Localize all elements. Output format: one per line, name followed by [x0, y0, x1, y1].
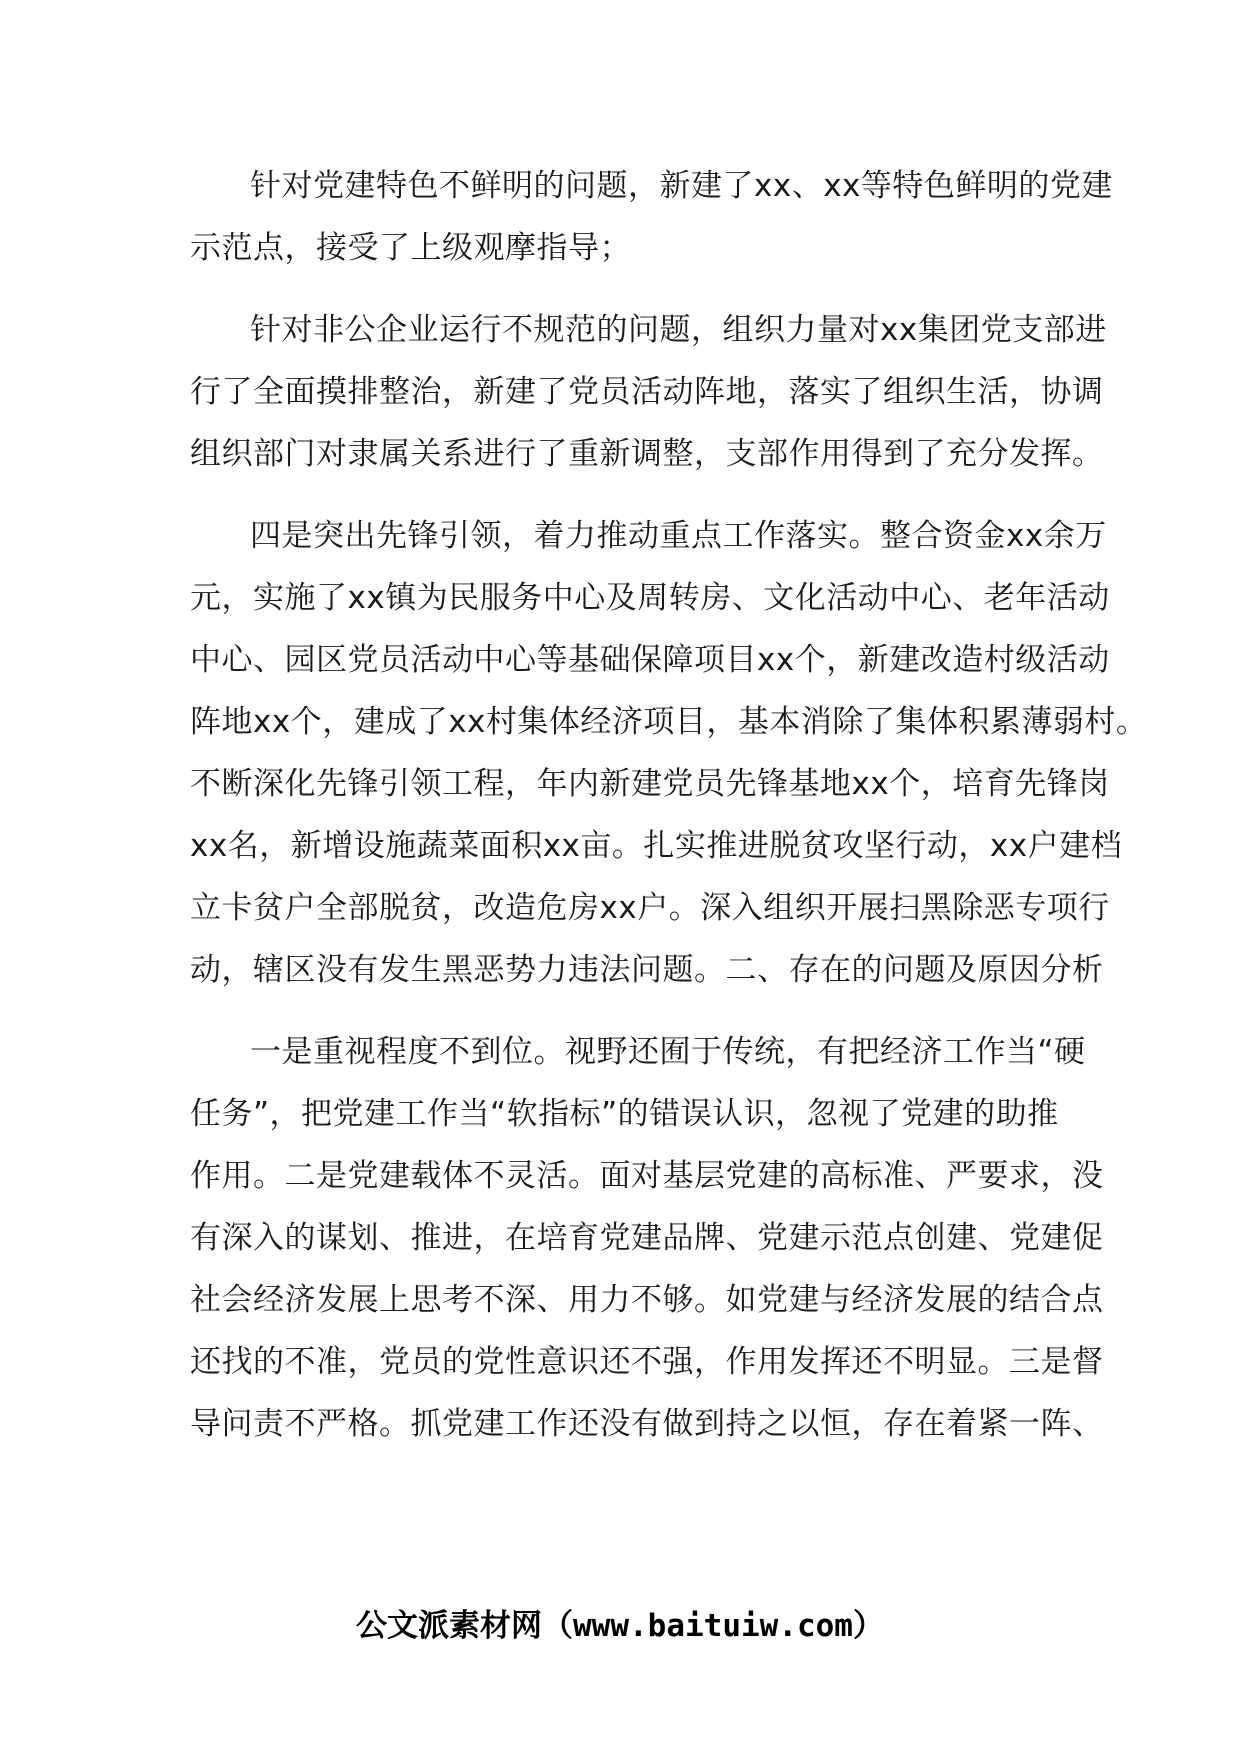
text-line: 阵地xx个，建成了xx村集体经济项目，基本消除了集体积累薄弱村。 — [190, 704, 1148, 740]
text-line: 立卡贫户全部脱贫，改造危房xx户。深入组织开展扫黑除恶专项行 — [190, 890, 1110, 926]
text-line: xx名，新增设施蔬菜面积xx亩。扎实推进脱贫攻坚行动，xx户建档 — [190, 828, 1123, 864]
text-line: 四是突出先锋引领，着力推动重点工作落实。整合资金xx余万 — [250, 518, 1107, 554]
text-line: 社会经济发展上思考不深、用力不够。如党建与经济发展的结合点 — [190, 1282, 1104, 1318]
text-line: 组织部门对隶属关系进行了重新调整，支部作用得到了充分发挥。 — [190, 436, 1104, 472]
text-line: 作用。二是党建载体不灵活。面对基层党建的高标准、严要求，没 — [190, 1158, 1104, 1194]
text-line: 针对非公企业运行不规范的问题，组织力量对xx集团党支部进 — [250, 312, 1107, 348]
text-line: 针对党建特色不鲜明的问题，新建了xx、xx等特色鲜明的党建 — [250, 168, 1113, 204]
text-line: 有深入的谋划、推进，在培育党建品牌、党建示范点创建、党建促 — [190, 1220, 1104, 1256]
text-line: 元，实施了xx镇为民服务中心及周转房、文化活动中心、老年活动 — [190, 580, 1110, 616]
text-line: 行了全面摸排整治，新建了党员活动阵地，落实了组织生活，协调 — [190, 374, 1104, 410]
text-line: 示范点，接受了上级观摩指导； — [190, 230, 631, 266]
text-line: 导问责不严格。抓党建工作还没有做到持之以恒，存在着紧一阵、 — [190, 1406, 1104, 1442]
text-line: 还找的不准，党员的党性意识还不强，作用发挥还不明显。三是督 — [190, 1344, 1104, 1380]
text-line: 动，辖区没有发生黑恶势力违法问题。二、存在的问题及原因分析 — [190, 952, 1104, 988]
footer-watermark-text: 公文派素材网（www.baituiw.com） — [356, 1608, 884, 1644]
document-body — [190, 155, 1148, 1455]
text-line: 中心、园区党员活动中心等基础保障项目xx个，新建改造村级活动 — [190, 642, 1110, 678]
text-line: 任务”，把党建工作当“软指标”的错误认识，忽视了党建的助推 — [190, 1096, 1059, 1132]
text-line: 不断深化先锋引领工程，年内新建党员先锋基地xx个，培育先锋岗 — [190, 766, 1110, 802]
text-line: 一是重视程度不到位。视野还囿于传统，有把经济工作当“硬 — [250, 1034, 1086, 1070]
